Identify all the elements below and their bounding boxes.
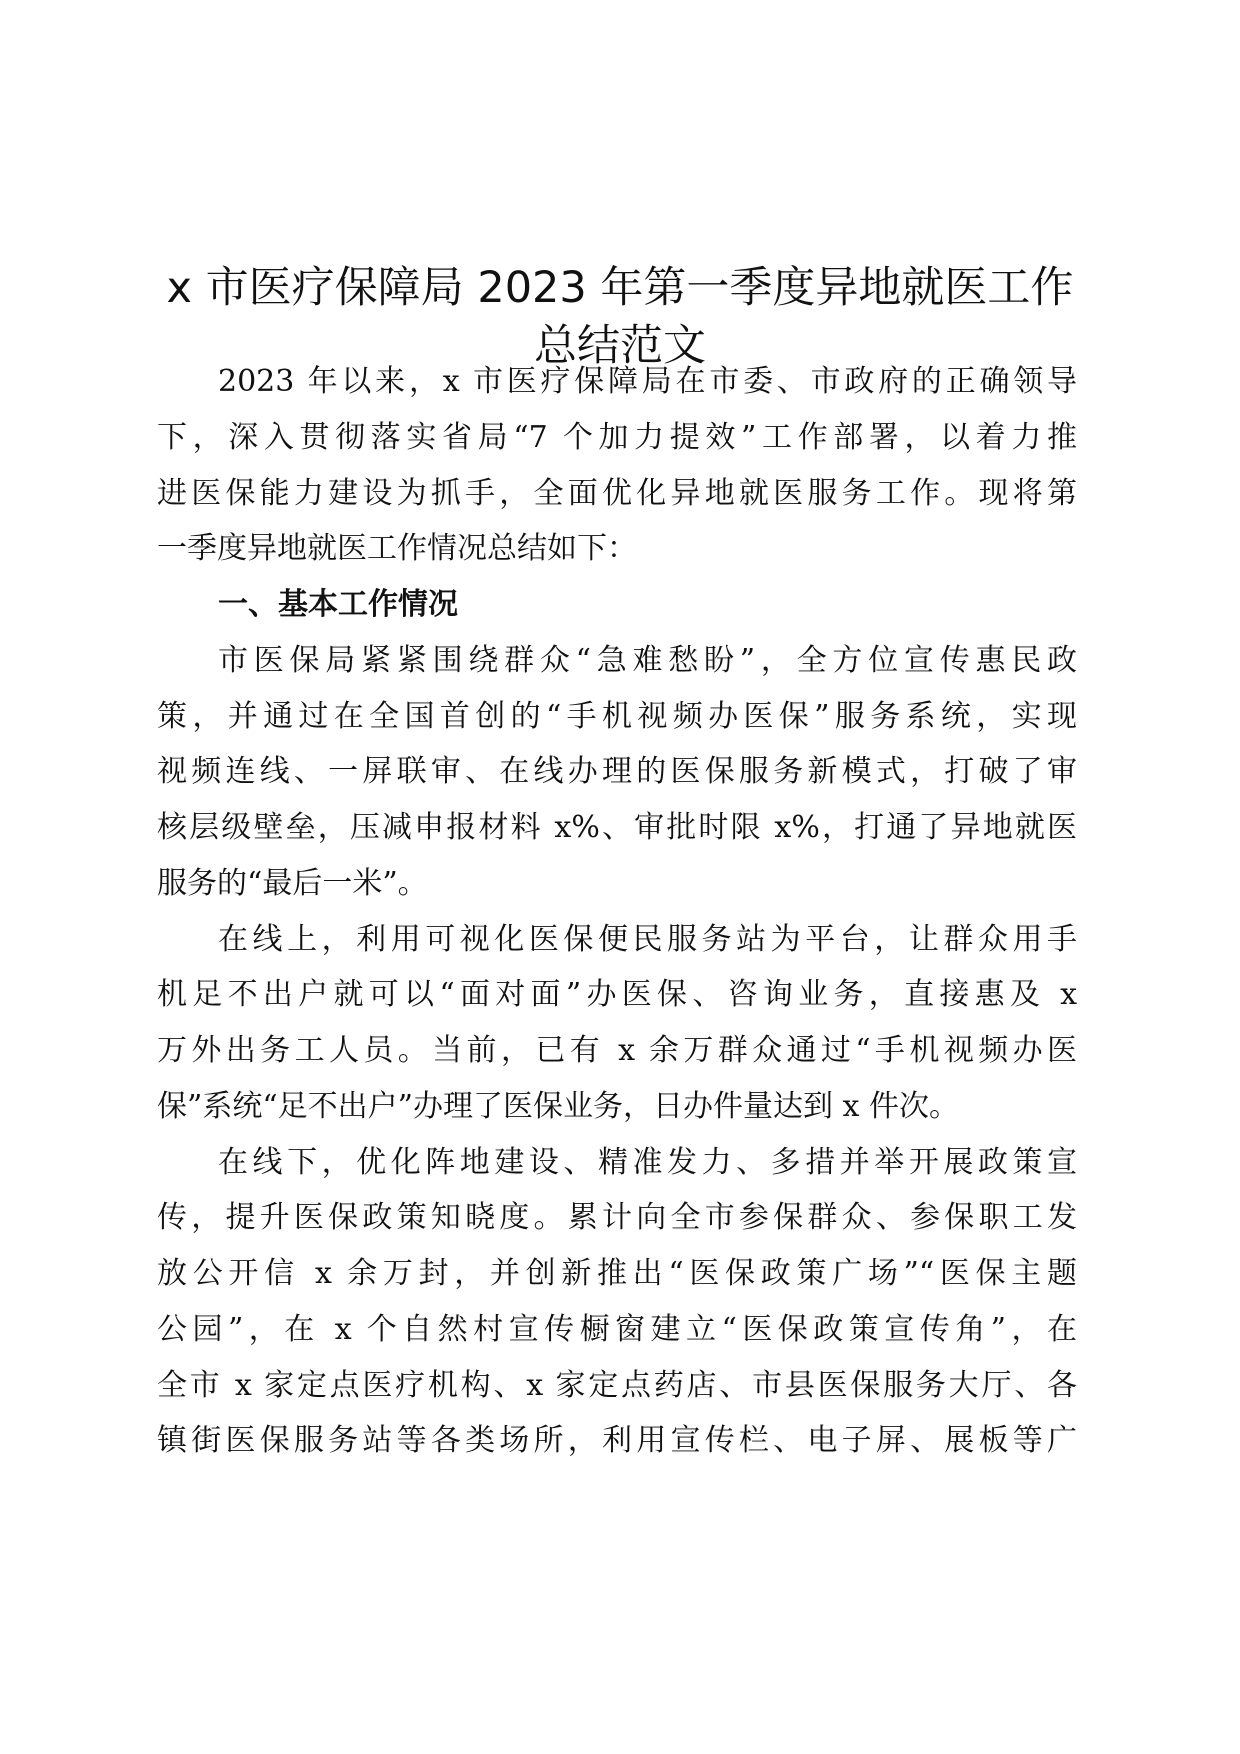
- para1-line-2: 策，并通过在全国首创的“手机视频办医保”服务系统，实现: [157, 699, 1077, 734]
- para1-line-3: 视频连线、一屏联审、在线办理的医保服务新模式，打破了审: [157, 754, 1077, 789]
- section-heading-basic-work: 一、基本工作情况: [218, 587, 458, 622]
- intro-line-2: 下，深入贯彻落实省局“7 个加力提效”工作部署，以着力推: [157, 420, 1077, 455]
- intro-line-3: 进医保能力建设为抓手，全面优化异地就医服务工作。现将第: [157, 476, 1077, 511]
- para2-line-3: 万外出务工人员。当前，已有 x 余万群众通过“手机视频办医: [157, 1033, 1077, 1068]
- para3-line-4: 公园”，在 x 个自然村宣传橱窗建立“医保政策宣传角”，在: [157, 1312, 1077, 1347]
- para2-line-1: 在线上，利用可视化医保便民服务站为平台，让群众用手: [218, 922, 1077, 957]
- para3-line-2: 传，提升医保政策知晓度。累计向全市参保群众、参保职工发: [157, 1200, 1077, 1235]
- para3-line-5: 全市 x 家定点医疗机构、x 家定点药店、市县医保服务大厅、各: [157, 1368, 1077, 1403]
- intro-line-4: 一季度异地就医工作情况总结如下：: [157, 531, 637, 566]
- para3-line-3: 放公开信 x 余万封，并创新推出“医保政策广场”“医保主题: [157, 1256, 1077, 1291]
- para2-line-2: 机足不出户就可以“面对面”办医保、咨询业务，直接惠及 x: [157, 977, 1077, 1012]
- para3-line-6: 镇街医保服务站等各类场所，利用宣传栏、电子屏、展板等广: [157, 1423, 1077, 1458]
- para3-line-1: 在线下，优化阵地建设、精准发力、多措并举开展政策宣: [218, 1145, 1077, 1180]
- para1-line-4: 核层级壁垒，压减申报材料 x%、审批时限 x%，打通了异地就医: [157, 810, 1077, 845]
- document-title-line-2: 总结范文: [534, 321, 706, 371]
- document-title-line-1: x 市医疗保障局 2023 年第一季度异地就医工作: [166, 263, 1074, 313]
- para2-line-4: 保”系统“足不出户”办理了医保业务，日办件量达到 x 件次。: [157, 1089, 960, 1124]
- intro-line-1: 2023 年以来，x 市医疗保障局在市委、市政府的正确领导: [218, 364, 1077, 399]
- para1-line-5: 服务的“最后一米”。: [157, 866, 428, 901]
- para1-line-1: 市医保局紧紧围绕群众“急难愁盼”，全方位宣传惠民政: [218, 643, 1077, 678]
